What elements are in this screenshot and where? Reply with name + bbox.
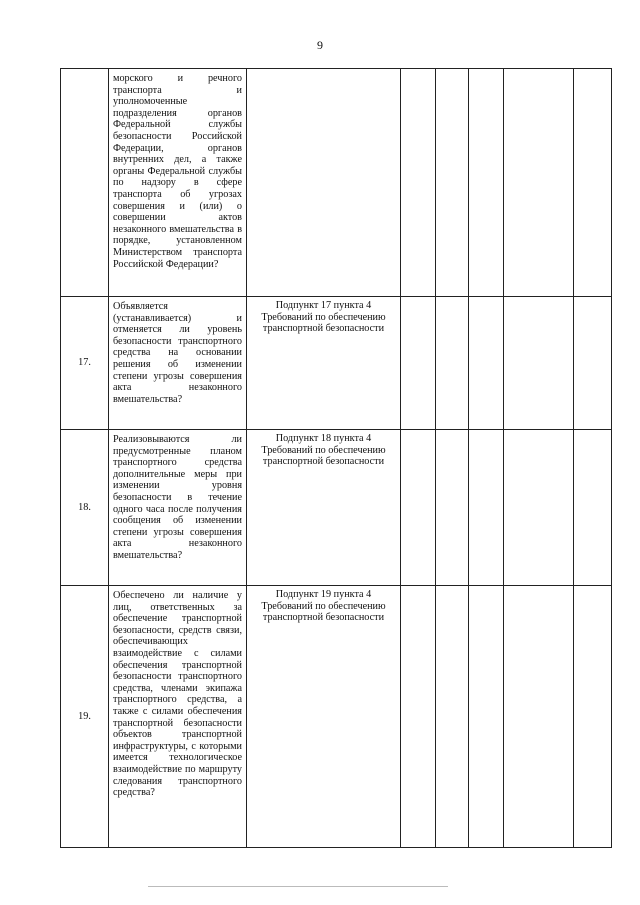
answer-na-cell xyxy=(469,586,504,848)
answer-no-cell xyxy=(436,430,469,586)
question-text: Обеспечено ли наличие у лиц, ответственных за обеспечение транспортной безопасности, средств связи, обеспечивающих взаимодействие с силами обеспечения транспортной безопасности транспортного средства, членами экипажа транспортного средства, а также с силами обеспечения транспортной безопасности объектов транспортной инфраструктуры, с которыми имеется технологическое взаимодействие по маршруту следования транспортного средства? xyxy=(113,590,242,799)
table-row xyxy=(61,297,612,430)
note-cell xyxy=(574,69,612,297)
note-cell xyxy=(574,586,612,848)
answer-no-cell xyxy=(436,586,469,848)
reference-cell xyxy=(247,69,401,297)
note-cell xyxy=(574,430,612,586)
answer-no-cell xyxy=(436,69,469,297)
row-number: 17. xyxy=(61,297,109,430)
table-row xyxy=(61,430,612,586)
answer-no-cell xyxy=(436,297,469,430)
reference-text: Подпункт 18 пункта 4 Требований по обеспечению транспортной безопасности xyxy=(261,433,386,468)
scan-edge-line xyxy=(148,886,448,887)
answer-yes-cell xyxy=(401,430,436,586)
answer-na-cell xyxy=(469,297,504,430)
question-cell xyxy=(109,297,247,430)
checklist-table xyxy=(60,68,612,848)
row-number: 18. xyxy=(61,430,109,586)
answer-yes-cell xyxy=(401,297,436,430)
answer-yes-cell xyxy=(401,586,436,848)
reference-text: Подпункт 19 пункта 4 Требований по обеспечению транспортной безопасности xyxy=(261,589,386,624)
page-number: 9 xyxy=(317,38,323,52)
answer-na-cell xyxy=(469,69,504,297)
table-row xyxy=(61,586,612,848)
reference-cell xyxy=(247,430,401,586)
reference-cell xyxy=(247,586,401,848)
comment-cell xyxy=(504,69,574,297)
question-text: Реализовываются ли предусмотренные планом транспортного средства дополнительные меры при изменении уровня безопасности в течение одного часа после получения сообщения об изменении степени угрозы совершения акта незаконного вмешательства? xyxy=(113,434,242,561)
reference-text xyxy=(247,69,400,72)
answer-na-cell xyxy=(469,430,504,586)
row-number: 19. xyxy=(61,586,109,848)
question-cell xyxy=(109,430,247,586)
reference-cell xyxy=(247,297,401,430)
note-cell xyxy=(574,297,612,430)
comment-cell xyxy=(504,430,574,586)
question-cell xyxy=(109,69,247,297)
comment-cell xyxy=(504,586,574,848)
row-number xyxy=(61,69,109,297)
question-text: Объявляется (устанавливается) и отменяется ли уровень безопасности транспортного средства на основании решения об изменении степени угрозы совершения акта незаконного вмешательства? xyxy=(113,301,242,405)
question-cell xyxy=(109,586,247,848)
question-text: морского и речного транспорта и уполномоченные подразделения органов Федеральной службы безопасности Российской Федерации, органов внутренних дел, а также органы Федеральной службы по надзору в сфере транспорта об угрозах совершения и (или) о совершении актов незаконного вмешательства в порядке, установленном Министерством транспорта Российской Федерации? xyxy=(113,73,242,270)
comment-cell xyxy=(504,297,574,430)
reference-text: Подпункт 17 пункта 4 Требований по обеспечению транспортной безопасности xyxy=(261,300,386,335)
table-row xyxy=(61,69,612,297)
answer-yes-cell xyxy=(401,69,436,297)
